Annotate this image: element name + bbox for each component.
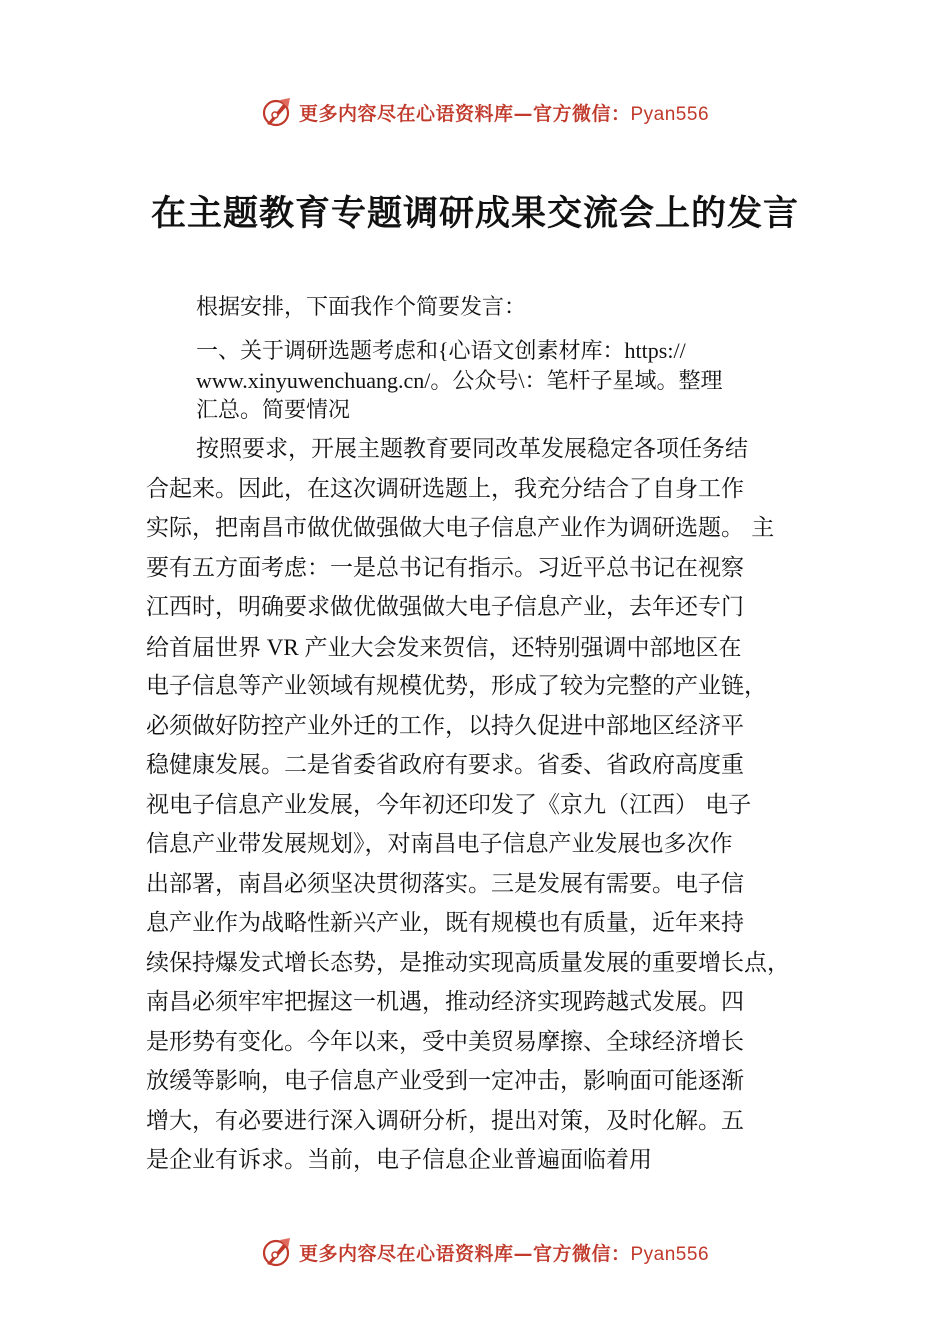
- body-line: 按照要求，开展主题教育要同改革发展稳定各项任务结: [196, 436, 748, 462]
- body-line: 续保持爆发式增长态势，是推动实现高质量发展的重要增长点，: [146, 949, 790, 976]
- body-line: 江西时，明确要求做优做强做大电子信息产业，去年还专门: [146, 594, 744, 620]
- quill-pen-logo-icon: [261, 1236, 293, 1268]
- document-title: 在主题教育专题调研成果交流会上的发言: [150, 193, 799, 234]
- footer-banner-content: [261, 1236, 709, 1268]
- body-line: 给首届世界 VR 产业大会发来贺信，还特别强调中部地区在: [146, 634, 742, 660]
- banner-text: [299, 1239, 709, 1266]
- body-line: 必须做好防控产业外迁的工作，以持久促进中部地区经济平: [146, 712, 744, 739]
- body-line: 放缓等影响，电子信息产业受到一定冲击，影响面可能逐渐: [146, 1068, 744, 1094]
- section-heading-line: 汇总。简要情况: [196, 398, 351, 423]
- body-line: 息产业作为战略性新兴产业，既有规模也有质量，近年来持: [146, 910, 744, 936]
- body-line: 电子信息等产业领域有规模优势，形成了较为完整的产业链，: [146, 673, 767, 699]
- banner-wechat-id: Pyan556: [630, 103, 710, 125]
- body-line: 视电子信息产业发展，今年初还印发了《京九（江西） 电子: [146, 791, 752, 818]
- header-banner: [0, 92, 950, 132]
- intro-line: 根据安排，下面我作个简要发言：: [196, 295, 527, 320]
- body-line: 是企业有诉求。当前，电子信息企业普遍面临着用: [146, 1147, 652, 1173]
- quill-pen-logo-icon: [261, 96, 293, 128]
- banner-promo-text: 更多内容尽在心语资料库—官方微信：: [298, 1242, 631, 1265]
- section-heading: [196, 336, 836, 426]
- footer-banner: [0, 1232, 950, 1272]
- body-paragraph: [146, 430, 846, 1181]
- body-line: 信息产业带发展规划》，对南昌电子信息产业发展也多次作: [146, 831, 733, 857]
- body-line: 要有五方面考虑：一是总书记有指示。习近平总书记在视察: [146, 554, 744, 581]
- body-line: 稳健康发展。二是省委省政府有要求。省委、省政府高度重: [146, 752, 744, 778]
- banner-promo-text: 更多内容尽在心语资料库—官方微信：: [298, 102, 631, 125]
- body-line: 增大，有必要进行深入调研分析，提出对策，及时化解。五: [146, 1107, 744, 1134]
- body-line: 南昌必须牢牢把握这一机遇，推动经济实现跨越式发展。四: [146, 989, 744, 1015]
- banner-wechat-id: Pyan556: [630, 1243, 710, 1265]
- section-heading-line: 一、关于调研选题考虑和{心语文创素材库：https://: [196, 338, 686, 363]
- header-banner-content: [261, 96, 709, 128]
- body-line: 是形势有变化。今年以来，受中美贸易摩擦、全球经济增长: [146, 1028, 744, 1055]
- body-line: 出部署，南昌必须坚决贯彻落实。三是发展有需要。电子信: [146, 870, 744, 897]
- banner-text: [299, 99, 709, 126]
- body-line: 合起来。因此，在这次调研选题上，我充分结合了自身工作: [146, 475, 744, 502]
- section-heading-line: www.xinyuwenchuang.cn/。公众号\：笔杆子星域。整理: [196, 368, 723, 393]
- body-line: 实际，把南昌市做优做强做大电子信息产业作为调研选题。 主: [146, 515, 775, 541]
